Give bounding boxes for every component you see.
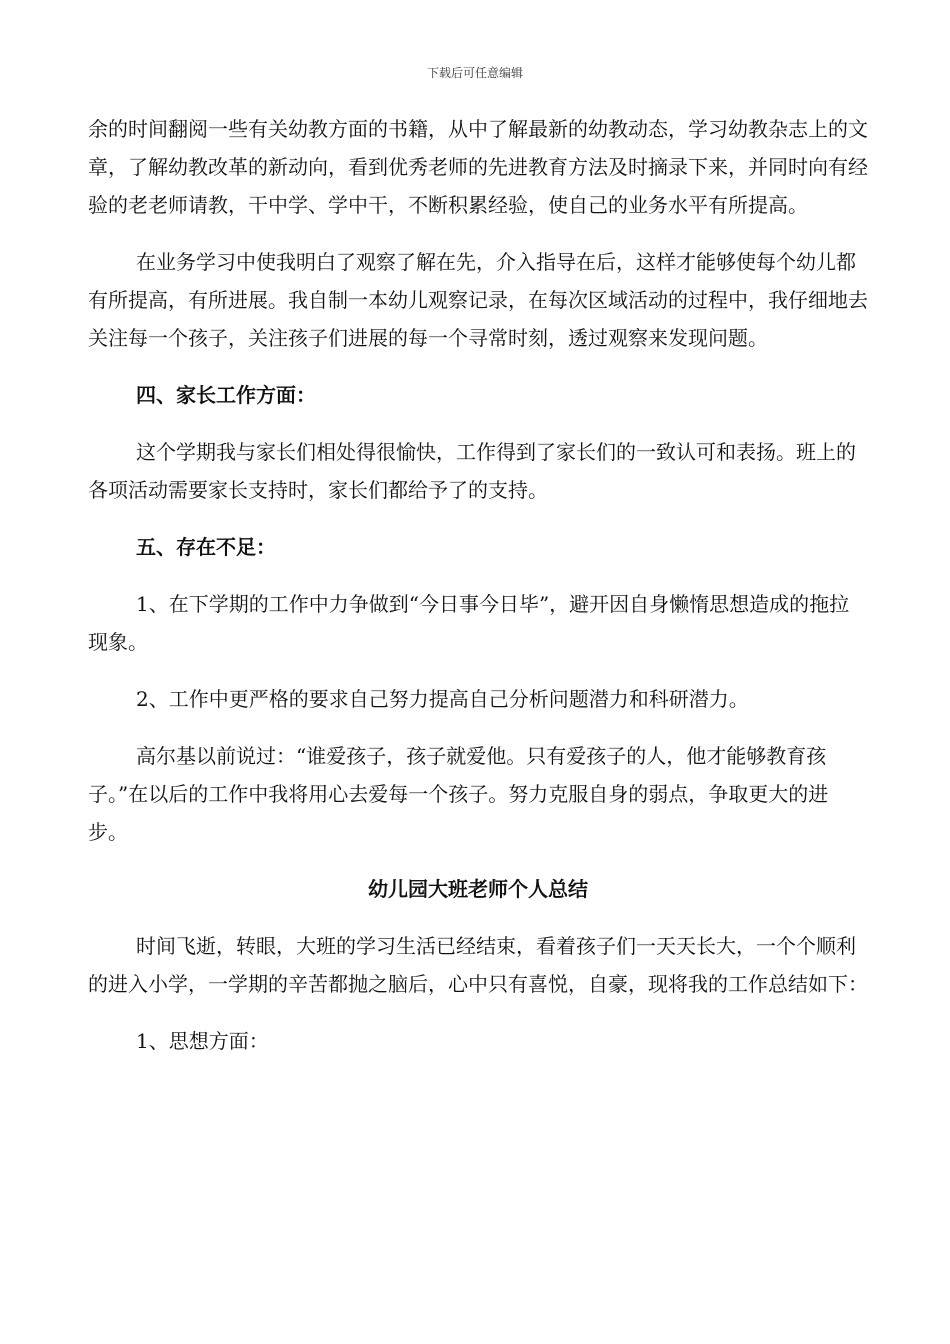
- document-body: [88, 110, 868, 1060]
- page-header: 下载后可任意编辑: [426, 66, 523, 80]
- section-heading-parents: 四、家长工作方面：: [136, 383, 316, 407]
- paragraph-gorky-quote: 高尔基以前说过：“谁爱孩子，孩子就爱他。只有爱孩子的人，他才能够教育孩子。”在以后的工作中我将用心去爱每一个孩子。努力克服自身的弱点，争取更大的进步。: [88, 744, 829, 844]
- paragraph-continuation: 余的时间翻阅一些有关幼教方面的书籍，从中了解最新的幼教动态，学习幼教杂志上的文章，了解幼教改革的新动向，看到优秀老师的先进教育方法及时摘录下来，并同时向有经验的老老师请教，干中学、学中干，不断积累经验，使自己的业务水平有所提高。: [88, 117, 868, 217]
- paragraph-thoughts-heading: 1、思想方面：: [136, 1029, 269, 1053]
- paragraph-intro: 时间飞逝，转眼，大班的学习生活已经结束，看着孩子们一天天长大，一个个顺利的进入小学，一学期的辛苦都抛之脑后，心中只有喜悦，自豪，现将我的工作总结如下：: [88, 934, 868, 996]
- paragraph-shortcoming-1: 1、在下学期的工作中力争做到“今日事今日毕”，避开因自身懒惰思想造成的拖拉现象。: [88, 592, 850, 654]
- paragraph-shortcoming-2: 2、工作中更严格的要求自己努力提高自己分析问题潜力和科研潜力。: [136, 687, 749, 711]
- paragraph-observation: 在业务学习中使我明白了观察了解在先，介入指导在后，这样才能够使每个幼儿都有所提高，有所进展。我自制一本幼儿观察记录，在每次区域活动的过程中，我仔细地去关注每一个孩子，关注孩子们进展的每一个寻常时刻，透过观察来发现问题。: [88, 250, 868, 350]
- paragraph-parents: 这个学期我与家长们相处得很愉快，工作得到了家长们的一致认可和表扬。班上的各项活动需要家长支持时，家长们都给予了的支持。: [88, 440, 856, 502]
- section-heading-shortcomings: 五、存在不足：: [136, 535, 276, 559]
- document-title: 幼儿园大班老师个人总结: [368, 877, 588, 901]
